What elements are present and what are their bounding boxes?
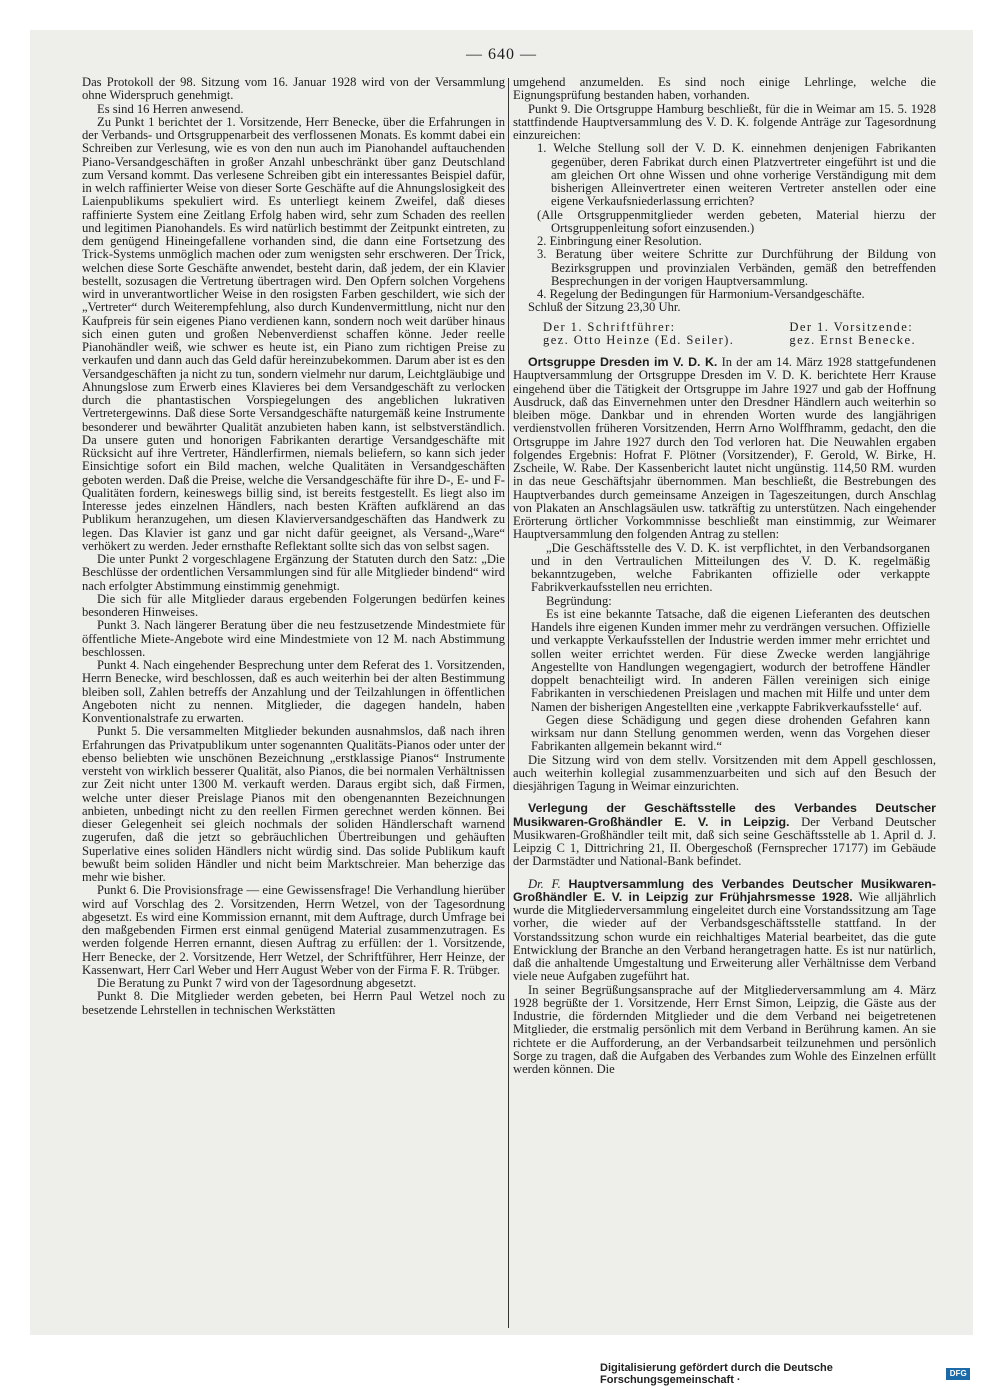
agenda-item: 3. Beratung über weitere Schritte zur Durchführung der Bildung von Bezirksgruppen und provinzialen Verbänden, gemäß den betreffenden Besprechungen in der vorigen Hauptversammlung. [537, 247, 936, 288]
paragraph: Punkt 9. Die Ortsgruppe Hamburg beschließt, für die in Weimar am 15. 5. 1928 stattfindende Hauptversammlung des V. D. K. folgende Anträge zur Tagesordnung einzureichen: [513, 101, 936, 142]
footer-text: Digitalisierung gefördert durch die Deutsche Forschungsgemeinschaft · [600, 1362, 833, 1386]
quote: Es ist eine bekannte Tatsache, daß die eigenen Lieferanten des deutschen Handels ihre eigenen Kunden immer mehr zu verdrängen versuchen. Offizielle und verkappte Verkaufsstellen der Industrie werden immer mehr errichtet und sollen weiter errichtet werden. Für diese Zwecke werden langjährige Angestellte von Handlungen wegengagiert, wodurch der betroffene Händler doppelt benachteiligt wird. In anderen Fällen vereinigen sich einige Fabrikanten in verschiedenen Preislagen und machen mit Hilfe und unter dem Namen der bisherigen Angestellten eine ‚verkappte Fabrikverkaufsstelle‘ auf. [531, 606, 930, 714]
scanned-page [30, 30, 973, 1335]
signature-name: gez. Otto Heinze (Ed. Seiler). [543, 332, 735, 347]
signature-role: Der 1. Vorsitzende: [789, 319, 914, 334]
paragraph: Die sich für alle Mitglieder daraus ergebenden Folgerungen bedürfen keines besonderen Hinweises. [82, 591, 505, 619]
footer [600, 1362, 970, 1386]
section-text: In der am 14. März 1928 stattgefundenen Hauptversammlung der Ortsgruppe Dresden im V. D. K. berichtete Herr Krause eingehend über die Tätigkeit der Ortsgruppe im Jahre 1927 und gab der Hoffnung Ausdruck, daß das Einvernehmen unter den Dresdner Händlern auch weiterhin so bleiben möge. Dankbar und in ehrenden Worten wurde des langjährigen verdienstvollen früheren Vorsitzenden, Herrn Arno Wolffhramm, gedacht, den die Ortsgruppe im Jahre 1927 durch den Tod verloren hat. Die Neuwahlen ergaben folgendes Ergebnis: Hofrat F. Plötner (Vorsitzender), F. Gerold, W. Birke, H. Zscheile, W. Rabe. Der Kassenbericht lautet nicht ungünstig. 114,50 RM. wurden in das neue Geschäftsjahr übernommen. Man beschließt, die Bestrebungen des Hauptverbandes durch gemeinsame Anzeigen in Tageszeitungen, durch Anschlag von Plakaten an Anschlagsäulen usw. tatkräftig zu unterstützen. Nach eingehender Erörterung örtlicher Vorkommnisse beschließt man einstimmig, zur Weimarer Hauptversammlung den folgenden Antrag zu stellen: [513, 355, 936, 542]
paragraph: Die Beratung zu Punkt 7 wird von der Tagesordnung abgesetzt. [97, 976, 417, 990]
agenda-note: (Alle Ortsgruppenmitglieder werden gebeten, Material hierzu der Ortsgruppenleitung sofort einzusenden.) [537, 207, 936, 235]
quote: Gegen diese Schädigung und gegen diese drohenden Gefahren kann wirksam nur dann Stellung genommen werden, wenn das Vorgehen dieser Fabrikanten allgemein bekannt wird.“ [531, 712, 930, 754]
signature-right [789, 321, 916, 348]
agenda-list [513, 142, 936, 301]
paragraph: In seiner Begrüßungsansprache auf der Mitgliederversammlung am 4. März 1928 begrüßte der 1. Vorsitzende, Herr Ernst Simon, Leipzig, die Gäste aus der Industrie, die fördernden Mitglieder und die dem Verband nei beigetretenen Mitglieder, die erstmalig persönlich mit dem Verband in Berührung kamen. An sie richtete er die Aufforderung, an der Verbandsarbeit teilzunehmen und persönlich Sorge zu tragen, daß die Aufgaben des Verbandes zum Wohle des Einzelnen erfüllt werden können. Die [513, 982, 936, 1076]
right-column [513, 76, 936, 1076]
section-verlegung [513, 802, 936, 868]
signature-left [543, 321, 734, 348]
paragraph: Das Protokoll der 98. Sitzung vom 16. Januar 1928 wird von der Versammlung ohne Widerspruch genehmigt. [82, 75, 505, 103]
section-heading: Verlegung der Geschäftsstelle des Verbandes Deutscher Musikwaren-Großhändler E. V. in Leipzig. [513, 801, 936, 829]
section-text: Wie alljährlich wurde die Mitgliederversammlung eingeleitet durch eine Vorstandssitzung am Tage vorher, die wieder auf der Verbandsgeschäftsstelle stattfand. In der Vorstandssitzung schon wurde ein reichhaltiges Material bearbeitet, das die gute Entwicklung der Branche an den Verband herangetragen hatte. Es ist nur natürlich, daß die anhaltende Umgestaltung und Erweiterung aller Verhältnisse dem Verband viele neue Aufgaben zugeführt hat. [513, 889, 937, 984]
left-column [82, 76, 505, 1017]
section-heading: Hauptversammlung des Verbandes Deutscher Musikwaren-Großhändler E. V. in Leipzig zur Frühjahrsmesse 1928. [513, 876, 936, 904]
quote: „Die Geschäftsstelle des V. D. K. ist verpflichtet, in den Verbandsorganen und in den Vertraulichen Mitteilungen des V. D. K. regelmäßig bekanntzugeben, welche Fabrikanten offizielle oder verkappte Fabrikverkaufsstellen neu errichten. [531, 540, 930, 595]
section-hauptversammlung [513, 878, 936, 984]
paragraph: Punkt 4. Nach eingehender Besprechung unter dem Referat des 1. Vorsitzenden, Herrn Benecke, wird beschlossen, daß es auch weiterhin bei der alten Bestimmung bleiben soll, Zahlen betreffs der Anzahlung und der Teilzahlungen in öffentlichen Angeboten nicht zu nennen. Mitglieder, die dagegen handeln, haben Konventionalstrafe zu erwarten. [82, 658, 505, 725]
agenda-item: 4. Regelung der Bedingungen für Harmonium-Versandgeschäfte. [537, 287, 865, 301]
paragraph: Die unter Punkt 2 vorgeschlagene Ergänzung der Statuten durch den Satz: „Die Beschlüsse der ordentlichen Versammlungen sind für alle Mitglieder bindend“ wird nach erfolgter Abstimmung einstimmig genehmigt. [82, 552, 505, 593]
section-dresden [513, 356, 936, 542]
closing-line: Schluß der Sitzung 23,30 Uhr. [528, 300, 681, 315]
section-text: Der Verband Deutscher Musikwaren-Großhändler teilt mit, daß sich seine Geschäftsstelle ab 1. April d. J. Leipzig C 1, Dittrichring 21, II. Obergeschoß (Fernsprecher 17177) im Gebäude der Darmstädter und National-Bank befindet. [513, 814, 936, 869]
page-number: — 640 — [466, 46, 537, 63]
agenda-item: 2. Einbringung einer Resolution. [537, 234, 702, 248]
paragraph: Die Sitzung wird von dem stellv. Vorsitzenden mit dem Appell geschlossen, auch weiterhin kollegial zusammenzuarbeiten und sich auf den Besuch der diesjährigen Tagung in Weimar einzurichten. [513, 752, 936, 793]
author-prefix: Dr. F. [528, 876, 561, 891]
paragraph: Punkt 8. Die Mitglieder werden gebeten, bei Herrn Paul Wetzel noch zu besetzende Lehrstellen in technischen Werkstätten [82, 989, 505, 1017]
paragraph: Punkt 3. Nach längerer Beratung über die neu festzusetzende Mindestmiete für öffentliche Miete-Angebote wird eine Mindestmiete von 12 M. nach Abstimmung beschlossen. [82, 618, 505, 659]
signature-role: Der 1. Schriftführer: [543, 319, 676, 334]
dfg-logo-icon: DFG [946, 1368, 970, 1380]
paragraph: Punkt 5. Die versammelten Mitglieder bekunden ausnahmslos, daß nach ihren Erfahrungen das Privatpublikum unter sogenannten Qualitäts-Pianos oder unter der ebenso beliebten wie unschönen Bezeichnung „erstklassige Pianos“ Instrumente versteht von wirklich besserer Qualität, also Pianos, die bei normalen Verhältnissen zur Zeit nicht unter 1300 M. verkauft werden. Daraus ergibt sich, daß Firmen, welche unter dieser Preislage Pianos mit den obengenannten Bezeichnungen anbieten, unbedingt nicht zu den reellen Firmen gerechnet werden können. Bei dieser Gelegenheit sei gleich nochmals der soliden Händlerschaft warnend zugerufen, daß die jetzt so gebräuchlichen Übertreibungen und gehäuften Superlative eines soliden Händlers nicht würdig sind. Das solide Publikum kauft bewußt beim soliden Händler und nicht beim Marktschreier. Man beherzige das mehr wie bisher. [82, 724, 505, 884]
agenda-item: 1. Welche Stellung soll der V. D. K. einnehmen denjenigen Fabrikanten gegenüber, deren Fabrikat durch einen Platzvertreter eingeführt ist und die am gleichen Ort ohne Wissen und ohne vorherige Verständigung mit dem bisherigen Alleinvertreter einen weiteren Vertreter anstellen oder eine eigene Verkaufsniederlassung errichten? [537, 141, 936, 209]
begruendung-label: Begründung: [546, 593, 612, 608]
section-heading: Ortsgruppe Dresden im V. D. K. [528, 355, 718, 369]
signature-name: gez. Ernst Benecke. [789, 332, 916, 347]
signatures [513, 321, 936, 348]
paragraph: Punkt 6. Die Provisionsfrage — eine Gewissensfrage! Die Verhandlung hierüber wird auf Vorschlag des 2. Vorsitzenden, Herrn Wetzel, von der Tagesordnung abgesetzt. Es wird eine Kommission ernannt, mit dem Auftrage, durch Umfrage bei den maßgebenden Firmen erst einmal genügend Material zusammenzutragen. Es werden folgende Herren ernannt, diesen Auftrag zu erfüllen: der 1. Vorsitzende, Herr Benecke, der 2. Vorsitzende, Herr Wetzel, der Schriftführer, Herr Heinze, der Kassenwart, Herr Carl Weber und Herr August Weber von der Firma F. R. Trübger. [82, 883, 505, 977]
paragraph: Es sind 16 Herren anwesend. [97, 101, 244, 116]
column-divider [508, 78, 509, 1328]
paragraph: Zu Punkt 1 berichtet der 1. Vorsitzende, Herr Benecke, über die Erfahrungen in der Verbands- und Ortsgruppenarbeit des verflossenen Monats. Es kommt dabei ein Schreiben zur Verlesung, wie es von den nun auch im Pianohandel auftauchenden Piano-Versandgeschäften in großer Anzahl unbeschränkt über ganz Deutschland zum Versand kommt. Das verlesene Schreiben gibt ein interessantes Beispiel dafür, in welch raffinierter Weise von dieser Sorte Geschäfte auf die Ahnungslosigkeit des Laienpublikums spekuliert wird. Es unterliegt keinem Zweifel, daß dieses raffinierte System eine Zeitlang Erfolg haben wird, sehr zum Schaden des reellen und legitimen Pianohandels. Es wird natürlich bestimmt der Zeitpunkt eintreten, zu dem genügend Hineingefallene vorhanden sind, die dann eine Fortsetzung des Trick-Systems unmöglich machen oder zum wenigsten sehr erschweren. Der Trick, welchen diese Sorte Geschäfte anwendet, besteht darin, daß jedem, der ein Klavier bestellt, sozusagen die Vertretung übertragen wird. Den Opfern solchen Vorgehens wird in unverantwortlicher Weise in den rosigsten Farben geschildert, wie sich der „Vertreter“ durch Weiterempfehlung, also durch Kundenvermittlung, nicht nur den Kaufpreis für sein eigenes Piano verdienen kann, sondern noch weit darüber hinaus sich einen guten und großen Nebenverdienst schaffen könne. Jeder reelle Pianohändler weiß, wie schwer es heute ist, ein Piano zum richtigen Preise zu verkaufen und dann auch das Geld dafür hereinzubekommen. Darum aber ist es den Versandgeschäften ja nicht zu tun, sondern vielmehr nur darum, Leichtgläubige und Ahnungslose zum Erwerb eines Klavieres bei dem Versandgeschäft zu verlocken durch die phantastischen Vorspiegelungen des angeblichen lukrativen Vertretergewinns. Daß diese Sorte Versandgeschäfte naturgemäß keine Instrumente besonderer und bewährter Qualität anzubieten haben kann, ist selbstverständlich. Da unsere guten und honorigen Fabrikanten derartige Versandgeschäfte mit Rücksicht auf ihre Vertreter, Händlerfirmen, niemals beliefern, so kann sich jeder Einsichtige sofort ein Bild machen, welche Qualitäten in Versandgeschäften geboten werden. Daß die Preise, welche die Versandgeschäfte für ihre D-, E- und F-Qualitäten fordern, keineswegs billig sind, ist bereits festgestellt. Es liegt also im Interesse jedes einzelnen Händlers, nach besten Kräften aufklärend an das Publikum heranzugehen, um diesen Klavierversandgeschäften das Handwerk zu legen. Das Klavier ist ganz und gar nicht dafür geeignet, als Versand-„Ware“ verhökert zu werden. Jeder ernsthafte Reflektant sollte sich das von selbst sagen. [82, 114, 505, 553]
paragraph: umgehend anzumelden. Es sind noch einige Lehrlinge, welche die Eignungsprüfung bestanden haben, vorhanden. [513, 75, 936, 103]
